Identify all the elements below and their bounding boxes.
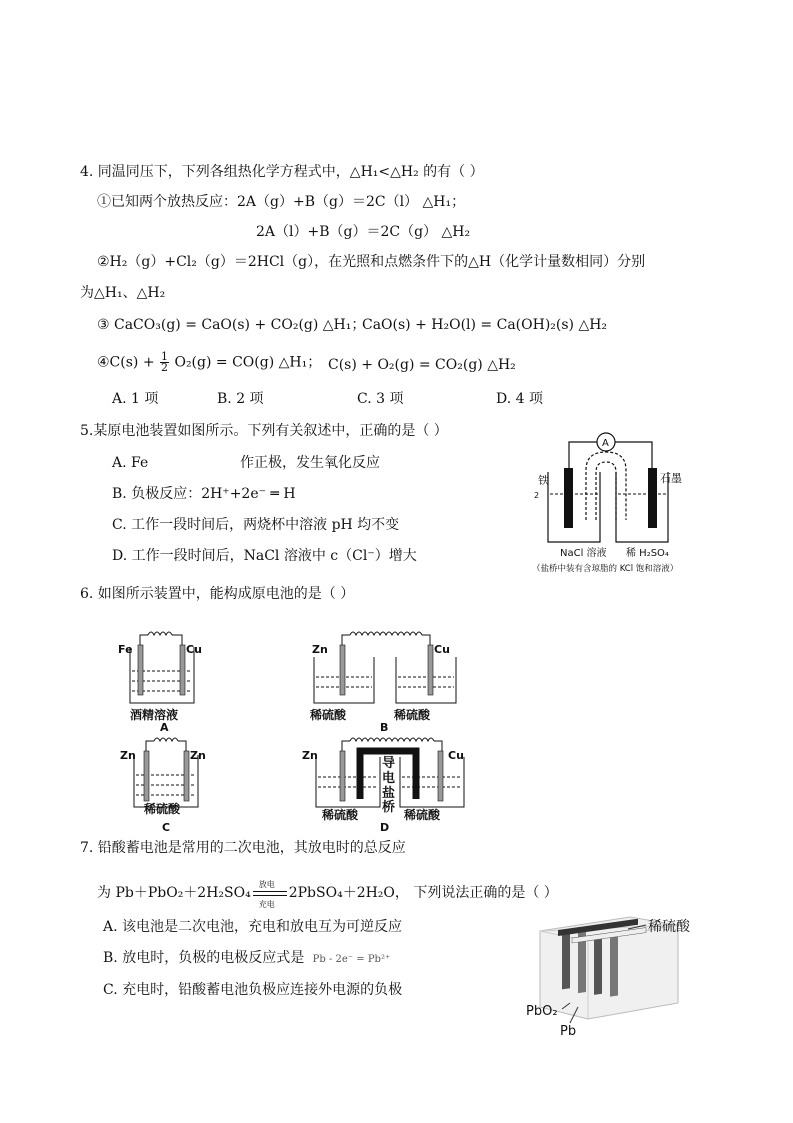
q4-item1-line2: 2A（l）+B（g）＝2C（g） △H₂: [256, 224, 471, 240]
q7-stem: 7. 铅酸蓄电池是常用的二次电池，其放电时的总反应: [80, 840, 406, 856]
q5-option-b[interactable]: B. 负极反应：2H⁺+2e⁻ ═ H: [112, 486, 296, 502]
fig-d-label: D: [380, 821, 390, 833]
fig-a-solution: 酒精溶液: [130, 708, 179, 722]
q4-item3-eq2: CaO(s) + H₂O(l) = Ca(OH)₂(s) △H₂: [362, 317, 608, 333]
h2so4-solution-label: 稀 H₂SO₄: [626, 548, 669, 559]
fig-d-bridge-char-2: 电: [382, 771, 396, 786]
q4-item4-eq2: C(s) + O₂(g) = CO₂(g) △H₂: [328, 357, 516, 373]
fig-c-solution: 稀硫酸: [144, 802, 181, 816]
fig-c-right-electrode: Zn: [190, 749, 206, 762]
fraction-numerator: 1: [161, 350, 169, 363]
q6-apparatus-c: [120, 733, 220, 833]
q4-item4-eq1: [97, 352, 321, 373]
q7-equation: [97, 880, 558, 909]
q4-item2-line1: ②H₂（g）+Cl₂（g）＝2HCl（g），在光照和点燃条件下的△H（化学计量数相同）分别: [97, 254, 646, 270]
q7-battery-diagram: [522, 911, 702, 1041]
q5-option-c[interactable]: C. 工作一段时间后，两烧杯中溶液 pH 均不变: [112, 517, 400, 533]
fig-d-right-solution: 稀硫酸: [404, 808, 441, 822]
salt-bridge-caption: （盐桥中装有含琼脂的 KCl 饱和溶液）: [532, 564, 679, 574]
iron-electrode: [564, 468, 573, 528]
q4-item2-line2: 为△H₁、△H₂: [80, 285, 166, 301]
fig-b-label: B: [380, 721, 389, 733]
battery-acid-label: 稀硫酸: [648, 919, 690, 935]
fig-d-left-electrode: Zn: [302, 749, 318, 762]
q5-option-a-text[interactable]: 作正极，发生氧化反应: [240, 455, 380, 471]
battery-pbo2-label: PbO₂: [526, 1004, 558, 1019]
fig-b-right-electrode: Cu: [434, 643, 450, 656]
q4-item4-rest: O₂(g) = CO(g) △H₁；: [174, 354, 322, 371]
fig-b-left-electrode: Zn: [312, 643, 328, 656]
nacl-solution-label: NaCl 溶液: [560, 548, 607, 559]
q4-option-c[interactable]: C. 3 项: [357, 391, 404, 407]
fig-d-bridge-char-4: 桥: [382, 800, 396, 815]
q5-stem: 5.某原电池装置如图所示。下列有关叙述中，正确的是（ ）: [80, 423, 448, 439]
q5-option-d[interactable]: D. 工作一段时间后，NaCl 溶液中 c（Cl⁻）增大: [112, 548, 417, 564]
iron-label: 铁: [538, 474, 549, 487]
fig-c-left-electrode: Zn: [120, 749, 136, 762]
q7-option-c[interactable]: C. 充电时，铅酸蓄电池负极应连接外电源的负极: [103, 982, 403, 998]
fig-d-bridge-char-3: 盐: [382, 786, 396, 801]
fig-a-label: A: [160, 721, 169, 733]
fig-b-left-solution: 稀硫酸: [310, 708, 347, 722]
q6-apparatus-a: [116, 627, 216, 733]
q4-option-a[interactable]: A. 1 项: [112, 391, 159, 407]
graphite-label: 石墨: [660, 472, 682, 485]
q4-item4-prefix: ④C(s) +: [97, 354, 155, 371]
q7-option-b[interactable]: [103, 949, 390, 969]
q7-option-b-formula: Pb - 2e⁻ = Pb²⁺: [312, 954, 391, 965]
q7-option-a[interactable]: A. 该电池是二次电池，充电和放电互为可逆反应: [103, 919, 403, 935]
fraction-denominator: 2: [161, 361, 169, 374]
fig-d-left-solution: 稀硫酸: [322, 808, 359, 822]
reversible-arrow-icon: [251, 880, 289, 909]
fig-d-right-electrode: Cu: [448, 749, 464, 762]
arrow-top-label: 放电: [258, 880, 275, 889]
ammeter-label: A: [602, 438, 609, 449]
fig-c-label: C: [162, 821, 171, 833]
side-mark: 2: [534, 491, 540, 500]
q6-apparatus-d: [298, 733, 478, 833]
q7-option-b-text: B. 放电时，负极的电极反应式是: [103, 950, 305, 966]
graphite-electrode: [648, 468, 657, 528]
arrow-bottom-label: 充电: [258, 900, 275, 909]
fig-b-right-solution: 稀硫酸: [394, 708, 431, 722]
q4-item3-eq1: ③ CaCO₃(g) = CaO(s) + CO₂(g) △H₁；: [97, 317, 366, 333]
q4-option-b[interactable]: B. 2 项: [217, 391, 264, 407]
q5-cell-diagram: [530, 432, 720, 578]
q7-eq-right: 2PbSO₄＋2H₂O， 下列说法正确的是（ ）: [288, 885, 558, 901]
fraction-one-half: [160, 352, 169, 373]
q6-stem: 6. 如图所示装置中，能构成原电池的是（ ）: [80, 586, 355, 602]
q4-stem: 4. 同温同压下，下列各组热化学方程式中，△H₁<△H₂ 的有（ ）: [80, 164, 484, 180]
fig-a-left-electrode: Fe: [118, 643, 133, 656]
fig-a-right-electrode: Cu: [186, 643, 202, 656]
q7-eq-left: 为 Pb＋PbO₂＋2H₂SO₄: [97, 885, 251, 901]
q4-item1-line1: ①已知两个放热反应：2A（g）+B（g）＝2C（l） △H₁；: [97, 194, 466, 210]
fig-d-bridge-char-1: 导: [382, 756, 396, 771]
battery-pb-label: Pb: [560, 1024, 577, 1039]
q6-apparatus-b: [302, 627, 472, 733]
q5-option-a-prefix[interactable]: A. Fe: [112, 455, 149, 471]
q4-option-d[interactable]: D. 4 项: [496, 391, 543, 407]
